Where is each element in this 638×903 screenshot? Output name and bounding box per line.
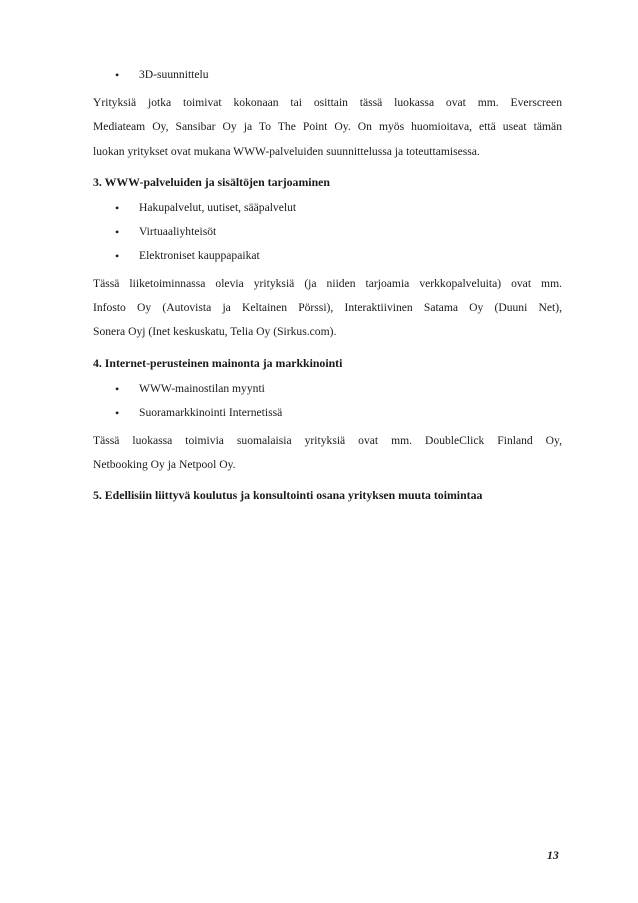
paragraph-line: Tässä luokassa toimivia suomalaisia yrityksiä ovat mm. DoubleClick Finland Oy, (93, 433, 562, 447)
paragraph-line: Sonera Oyj (Inet keskuskatu, Telia Oy (Sirkus.com). (93, 325, 337, 339)
paragraph-line: Netbooking Oy ja Netpool Oy. (93, 458, 236, 472)
bullet-icon: • (115, 381, 120, 396)
paragraph-section-4 (93, 429, 562, 478)
bullet-icon: • (115, 224, 120, 239)
paragraph-line: Mediateam Oy, Sansibar Oy ja To The Point Oy. On myös huomioitava, että useat tämän (93, 120, 562, 134)
paragraph-line: Yrityksiä jotka toimivat kokonaan tai osittain tässä luokassa ovat mm. Everscreen (93, 96, 562, 109)
list-item-text: WWW-mainostilan myynti (139, 381, 265, 395)
bullet-icon: • (115, 405, 120, 420)
list-item-text: Elektroniset kauppapaikat (139, 248, 260, 262)
list-item (111, 406, 562, 420)
page-number: 13 (547, 848, 559, 862)
bullet-icon: • (115, 248, 120, 263)
section-heading-5: 5. Edellisiin liittyvä koulutus ja konsultointi osana yrityksen muuta toimintaa (93, 488, 483, 503)
paragraph-line: luokan yritykset ovat mukana WWW-palveluiden suunnittelussa ja toteuttamisessa. (93, 144, 480, 158)
top-bullet-list (93, 68, 562, 82)
paragraph-section-3 (93, 272, 562, 345)
section-4-bullet-list (93, 382, 562, 420)
list-item-text: Virtuaaliyhteisöt (139, 224, 217, 238)
list-item-text: Hakupalvelut, uutiset, sääpalvelut (139, 200, 297, 214)
section-heading-3: 3. WWW-palveluiden ja sisältöjen tarjoaminen (93, 174, 330, 189)
list-item (111, 201, 562, 215)
list-item (111, 382, 562, 396)
paragraph-line: Infosto Oy (Autovista ja Keltainen Pörssi), Interaktiivinen Satama Oy (Duuni Net), (93, 301, 562, 315)
section-3-bullet-list (93, 201, 562, 263)
list-item-text: 3D-suunnittelu (139, 68, 209, 81)
list-item-text: Suoramarkkinointi Internetissä (139, 405, 283, 419)
list-item (111, 225, 562, 239)
bullet-icon: • (115, 68, 120, 82)
bullet-icon: • (115, 200, 120, 215)
document-page (93, 68, 562, 502)
list-item (111, 68, 562, 82)
paragraph-intro (93, 91, 562, 164)
section-heading-4: 4. Internet-perusteinen mainonta ja markkinointi (93, 355, 343, 370)
list-item (111, 249, 562, 263)
paragraph-line: Tässä liiketoiminnassa olevia yrityksiä (ja niiden tarjoamia verkkopalveluita) ovat mm. (93, 276, 562, 290)
